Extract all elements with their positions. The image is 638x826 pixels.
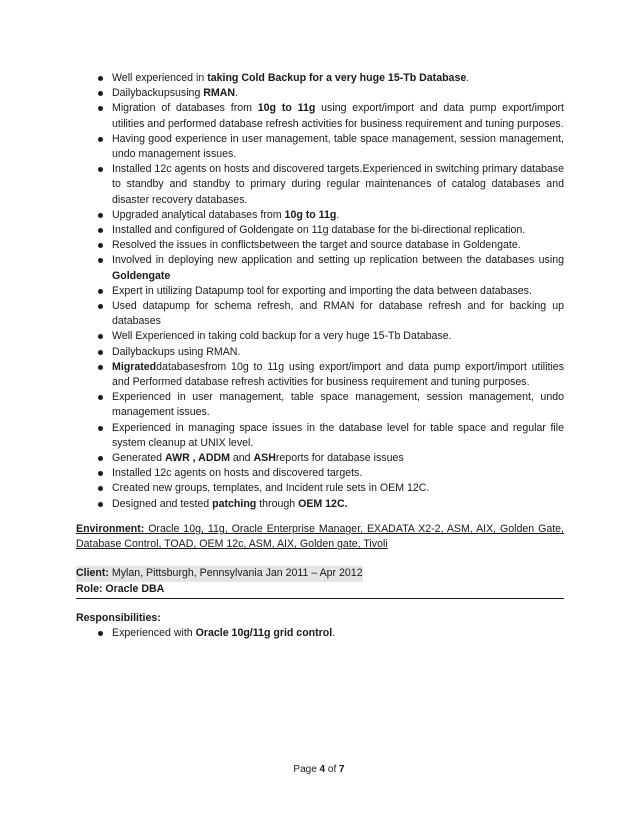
bullet-dot-icon <box>98 228 103 233</box>
bold-text-segment: patching <box>212 497 257 510</box>
bullet-dot-icon <box>98 502 103 507</box>
text-segment: Designed and tested <box>112 497 213 510</box>
text-segment: Migration of databases from <box>112 102 258 115</box>
list-item <box>76 360 564 390</box>
responsibilities-bullet-list <box>76 626 564 641</box>
bullet-dot-icon <box>98 167 103 172</box>
text-segment: through <box>256 497 299 510</box>
text-segment: reports for database issues <box>275 452 404 465</box>
bullet-dot-icon <box>98 243 103 248</box>
bullet-dot-icon <box>98 334 103 339</box>
list-item <box>76 390 564 420</box>
text-segment: Resolved the issues in conflictsbetween the target and source database in Goldengate. <box>112 239 521 252</box>
list-item <box>76 238 564 253</box>
text-segment: Having good experience in user management, table space management, session management, undo management issues. <box>112 132 564 161</box>
footer-page-current: 4 <box>319 764 326 775</box>
bold-text-segment: taking Cold Backup for a very huge 15-Tb Database <box>207 72 467 84</box>
text-segment: . <box>336 208 340 221</box>
footer-page-total: 7 <box>339 764 345 775</box>
role-line: Role: Oracle DBA <box>76 582 165 595</box>
text-segment: . <box>466 72 470 84</box>
text-segment: Used datapump for schema refresh, and RMAN for database refresh and for backing up databases <box>112 300 564 328</box>
section-divider <box>76 598 564 599</box>
bullet-dot-icon <box>98 137 103 142</box>
list-item <box>76 162 564 208</box>
client-label: Client: <box>76 567 109 580</box>
page-footer <box>0 764 638 775</box>
bullet-dot-icon <box>98 91 103 96</box>
text-segment: databasesfrom 10g to 11g using export/import and data pump export/import utilities and Performed database refresh activities for business requirement and tuning purposes. <box>112 360 564 389</box>
bullet-dot-icon <box>98 471 103 476</box>
bullet-dot-icon <box>98 486 103 491</box>
bullet-dot-icon <box>98 213 103 218</box>
bold-text-segment: Goldengate <box>112 269 171 282</box>
text-segment: Installed 12c agents on hosts and discovered targets.Experienced in switching primary database to standby and standby to primary during regular maintenances of catalog databases and disaster recovery databases. <box>112 163 564 206</box>
text-segment: Experienced in user management, table space management, session management, undo management issues. <box>112 391 564 419</box>
list-item <box>76 101 564 131</box>
bold-text-segment: Oracle 10g/11g grid control <box>195 626 333 639</box>
text-segment: Well experienced in <box>112 72 208 84</box>
list-item <box>76 132 564 162</box>
text-segment: Expert in utilizing Datapump tool for exporting and importing the data between databases. <box>112 284 532 297</box>
bullet-dot-icon <box>98 304 103 309</box>
list-item <box>76 284 564 299</box>
bullet-dot-icon <box>98 350 103 355</box>
client-text: Mylan, Pittsburgh, Pennsylvania Jan 2011 – Apr 2012 <box>108 567 363 580</box>
text-segment: Generated <box>112 452 166 465</box>
text-segment: Upgraded analytical databases from <box>112 208 285 221</box>
environment-paragraph <box>76 522 564 552</box>
text-segment: Experienced with <box>112 626 196 639</box>
text-segment: and <box>229 452 254 465</box>
text-segment: Installed 12c agents on hosts and discovered targets. <box>112 467 363 480</box>
bullet-dot-icon <box>98 289 103 294</box>
experience-bullet-list <box>76 71 564 512</box>
list-item <box>76 253 564 283</box>
text-segment: Dailybackups using RMAN. <box>112 345 241 358</box>
list-item <box>76 223 564 238</box>
bold-text-segment: 10g to 11g <box>284 208 337 221</box>
client-block <box>76 566 564 598</box>
list-item <box>76 299 564 329</box>
environment-text: Oracle 10g, 11g, Oracle Enterprise Manager, EXADATA X2-2, ASM, AIX, Golden Gate, Database Control, TOAD, OEM 12c, ASM, AIX, Golden gate, Tivoli <box>76 522 564 551</box>
bullet-dot-icon <box>98 258 103 263</box>
list-item <box>76 329 564 344</box>
client-line <box>76 566 363 581</box>
list-item <box>76 208 564 223</box>
text-segment: Dailybackupsusing <box>112 87 204 100</box>
text-segment: . <box>235 87 239 100</box>
text-segment: Involved in deploying new application and setting up replication between the databases using <box>112 254 564 267</box>
text-segment: . <box>332 626 336 639</box>
bullet-dot-icon <box>98 395 103 400</box>
responsibilities-heading: Responsibilities: <box>76 611 161 624</box>
bold-text-segment: Migrated <box>112 360 157 373</box>
bullet-dot-icon <box>98 76 103 81</box>
bold-text-segment: AWR , ADDM <box>165 452 230 465</box>
bullet-dot-icon <box>98 426 103 431</box>
list-item <box>76 71 564 86</box>
text-segment: Created new groups, templates, and Incident rule sets in OEM 12C. <box>112 482 430 495</box>
text-segment: Installed and configured of Goldengate on 11g database for the bi-directional replication. <box>112 224 526 237</box>
list-item <box>76 345 564 360</box>
list-item <box>76 481 564 496</box>
bullet-dot-icon <box>98 631 103 636</box>
bold-text-segment: ASH <box>253 452 276 465</box>
document-page <box>76 71 564 641</box>
list-item <box>76 626 564 641</box>
environment-label: Environment: <box>76 522 145 535</box>
text-segment: Well Experienced in taking cold backup for a very huge 15-Tb Database. <box>112 330 452 343</box>
bullet-dot-icon <box>98 365 103 370</box>
bold-text-segment: RMAN <box>203 87 236 100</box>
list-item <box>76 451 564 466</box>
list-item <box>76 466 564 481</box>
text-segment: Experienced in managing space issues in the database level for table space and regular file system cleanup at UNIX level. <box>112 421 564 449</box>
bullet-dot-icon <box>98 456 103 461</box>
bold-text-segment: OEM 12C. <box>298 497 348 510</box>
bullet-dot-icon <box>98 106 103 111</box>
text-segment: using export/import and data pump export/import utilities and performed database refresh activities for business requirement and tuning purposes. <box>112 102 564 130</box>
footer-page-sep: of <box>325 764 340 775</box>
footer-page-prefix: Page <box>293 764 320 775</box>
list-item <box>76 497 564 512</box>
list-item <box>76 421 564 451</box>
bold-text-segment: 10g to 11g <box>257 102 316 115</box>
list-item <box>76 86 564 101</box>
